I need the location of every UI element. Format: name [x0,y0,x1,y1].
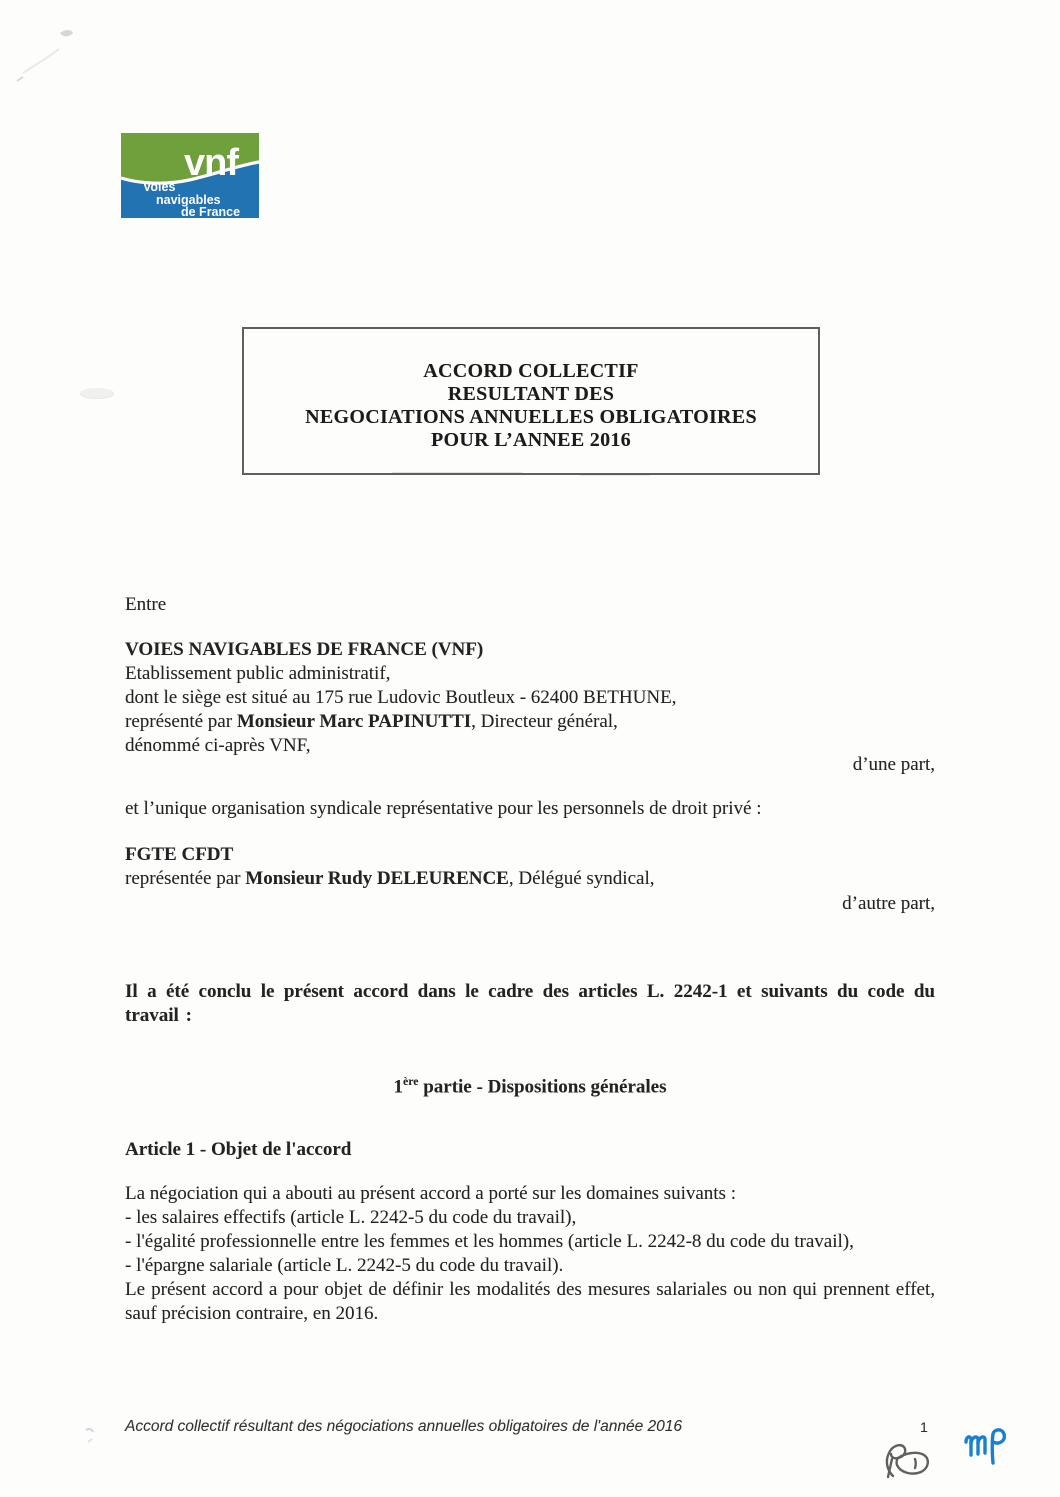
union-rep-suffix: , Délégué syndical, [508,868,655,889]
part1-rest: partie - Dispositions générales [418,1076,667,1098]
logo-subtitle-line2: navigables [156,193,221,207]
vnf-logo [121,133,259,223]
part1-heading [125,1070,935,1099]
union-intro: et l’unique organisation syndicale représentative pour les personnels de droit privé : [125,798,762,819]
employer-rep-prefix: représenté par [125,711,237,732]
employer-address: dont le siège est situé au 175 rue Ludovic Boutleux - 62400 BETHUNE, [125,687,677,708]
article1-outro: Le présent accord a pour objet de définir les modalités des mesures salariales ou non qui prennent effet, sauf précision contraire, en 2016. [125,1279,935,1324]
article1-body [125,1182,935,1326]
vnf-logo-graphic [121,133,259,218]
footer-title: Accord collectif résultant des négociations annuelles obligatoires de l'année 2016 [125,1418,683,1435]
union-representative [125,867,935,891]
employer-status: Etablissement public administratif, [125,663,391,684]
union-block [125,843,935,891]
article1-item-1: - les salaires effectifs (article L. 2242-5 du code du travail), [125,1207,577,1228]
employer-rep-suffix: , Directeur général, [471,711,618,732]
handwritten-paraph-gray [884,1434,934,1480]
article1-heading: Article 1 - Objet de l'accord [125,1139,352,1160]
employer-name: VOIES NAVIGABLES DE FRANCE (VNF) [125,639,484,660]
title-line-1: ACCORD COLLECTIF [423,360,639,382]
employer-block [125,638,935,758]
title-box [242,327,820,475]
title-line-3: NEGOCIATIONS ANNUELLES OBLIGATOIRES [305,406,757,428]
union-rep-name: Monsieur Rudy DELEURENCE [245,868,509,889]
scan-smudge-top-left [15,15,125,85]
logo-subtitle-line1: Voies [143,180,176,194]
part1-sup: ère [402,1075,419,1088]
parties-intro-word: Entre [125,594,167,615]
scan-smudge-left-margin [80,388,114,398]
dautre-part: d’autre part, [842,893,935,914]
employer-rep-name: Monsieur Marc PAPINUTTI [236,711,472,732]
page-number: 1 [920,1419,928,1435]
part1-num: 1 [393,1076,403,1098]
scan-speck-footer-left [82,1424,106,1450]
logo-acronym: vnf [184,142,238,184]
handwritten-initials-blue-mp [963,1427,1011,1467]
preamble: Il a été conclu le présent accord dans le cadre des articles L. 2242-1 et suivants du code du travail : [125,981,935,1026]
article1-intro: La négociation qui a abouti au présent accord a porté sur les domaines suivants : [125,1183,736,1204]
employer-representative [125,710,935,734]
title-line-2: RESULTANT DES [447,383,615,405]
article1-item-2: - l'égalité professionnelle entre les femmes et les hommes (article L. 2242-8 du code du travail), [125,1231,854,1252]
article1-item-3: - l'épargne salariale (article L. 2242-5 du code du travail). [125,1255,564,1276]
employer-alias: dénommé ci-après VNF, [125,735,311,756]
union-name: FGTE CFDT [125,844,234,865]
logo-subtitle-line3: de France [181,205,241,218]
title-line-4: POUR L’ANNEE 2016 [431,429,631,451]
union-rep-prefix: représentée par [125,868,246,889]
dune-part: d’une part, [852,754,935,775]
